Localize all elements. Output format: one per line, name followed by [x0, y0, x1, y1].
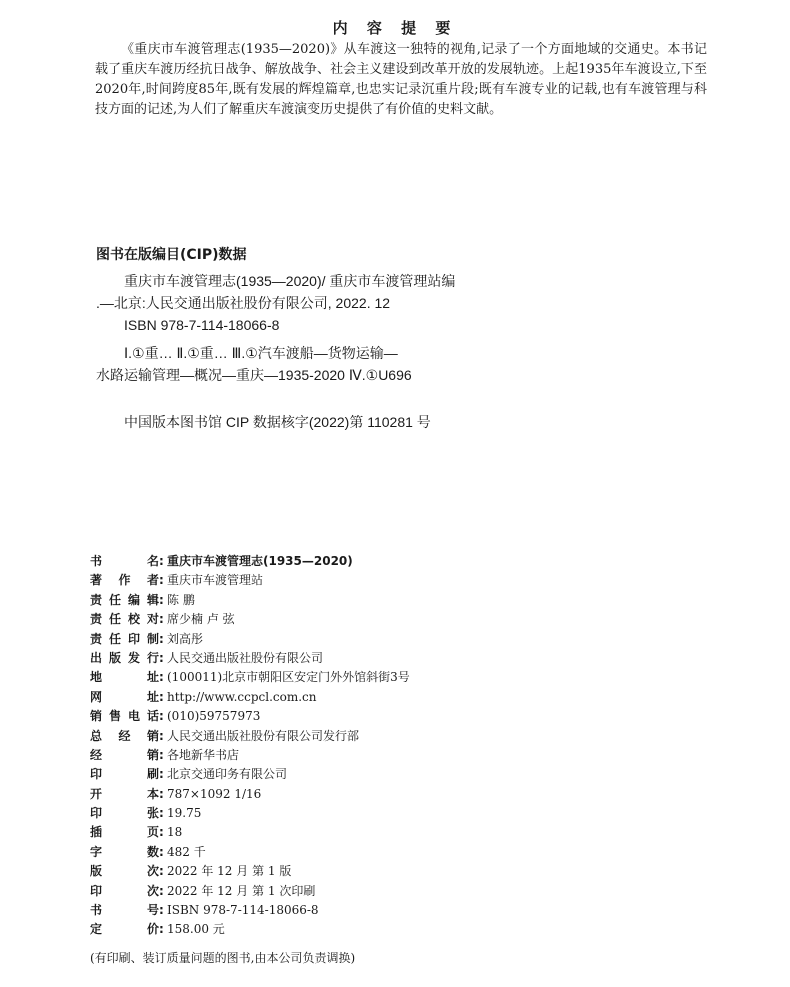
info-colon: : — [159, 767, 164, 782]
info-row — [90, 823, 590, 842]
info-label: 印次 — [90, 883, 159, 898]
info-row — [90, 610, 590, 629]
info-value: (010)59757973 — [167, 709, 261, 724]
cip-line: Ⅰ.①重… Ⅱ.①重… Ⅲ.①汽车渡船—货物运输— — [124, 345, 398, 361]
summary-heading: 内 容 提 要 — [332, 19, 458, 37]
info-label: 书号 — [90, 903, 159, 918]
info-label: 开本 — [90, 786, 159, 801]
info-row — [90, 785, 590, 804]
info-colon: : — [159, 883, 164, 898]
info-value: 重庆市车渡管理志(1935—2020) — [167, 554, 353, 568]
info-colon: : — [159, 903, 164, 918]
info-label: 出版发行 — [90, 650, 159, 665]
info-value: 人民交通出版社股份有限公司 — [167, 650, 324, 665]
info-colon: : — [159, 612, 164, 627]
info-label: 责任印制 — [90, 631, 159, 646]
info-label: 印刷 — [90, 767, 159, 782]
info-label: 责任编辑 — [90, 592, 159, 607]
info-value: 各地新华书店 — [167, 747, 240, 762]
info-label: 经销 — [90, 747, 159, 762]
cip-classification — [96, 342, 556, 386]
info-colon: : — [159, 786, 164, 801]
info-row — [90, 591, 590, 610]
info-row — [90, 765, 590, 784]
info-value: 2022 年 12 月 第 1 版 — [167, 864, 292, 879]
cip-line: 中国版本图书馆 CIP 数据核字(2022)第 110281 号 — [124, 414, 431, 430]
info-value: 刘高彤 — [167, 631, 204, 646]
info-colon: : — [159, 631, 164, 646]
info-row — [90, 920, 590, 939]
info-label: 网址 — [90, 689, 159, 704]
info-colon: : — [159, 650, 164, 665]
cip-line: 重庆市车渡管理志(1935—2020)/ 重庆市车渡管理站编 — [124, 273, 456, 289]
info-colon: : — [159, 864, 164, 879]
info-value: 18 — [167, 825, 183, 840]
cip-record-number — [96, 411, 556, 433]
info-label: 插页 — [90, 825, 159, 840]
info-colon: : — [159, 709, 164, 724]
info-label: 书名 — [90, 554, 159, 568]
info-value: ISBN 978-7-114-18066-8 — [167, 903, 319, 918]
info-label: 总经销 — [90, 728, 159, 743]
info-row — [90, 901, 590, 920]
info-value: (100011)北京市朝阳区安定门外外馆斜街3号 — [167, 670, 410, 685]
info-value: 陈 鹏 — [167, 592, 195, 607]
info-colon: : — [159, 573, 164, 588]
info-value: 人民交通出版社股份有限公司发行部 — [167, 728, 360, 743]
info-row — [90, 727, 590, 746]
summary-paragraph: 《重庆市车渡管理志(1935—2020)》从车渡这一独特的视角,记录了一个方面地域的交通史。本书记载了重庆车渡历经抗日战争、解放战争、社会主义建设到改革开放的发展轨迹。上起1935年车渡设立,下至2020年,时间跨度85年,既有发展的辉煌篇章,也忠实记录沉重片段;既有车渡专业的记载,也有车渡管理与科技方面的记述,为人们了解重庆车渡演变历史提供了有价值的史料文献。 — [95, 42, 707, 117]
info-colon: : — [159, 806, 164, 821]
cip-bibliographic-entry — [96, 270, 556, 336]
info-label: 销售电话 — [90, 709, 159, 724]
info-colon: : — [159, 592, 164, 607]
info-label: 责任校对 — [90, 612, 159, 627]
info-value: 重庆市车渡管理站 — [167, 573, 264, 588]
info-colon: : — [159, 670, 164, 685]
info-value: 北京交通印务有限公司 — [167, 767, 288, 782]
info-value: 482 千 — [167, 844, 206, 859]
cip-line: 水路运输管理—概况—重庆—1935-2020 Ⅳ.①U696 — [96, 367, 412, 383]
info-colon: : — [159, 844, 164, 859]
info-row — [90, 707, 590, 726]
info-colon: : — [159, 689, 164, 704]
info-row — [90, 630, 590, 649]
info-label: 著作者 — [90, 573, 159, 588]
info-colon: : — [159, 747, 164, 762]
info-label: 地址 — [90, 670, 159, 685]
info-row — [90, 649, 590, 668]
info-label: 定价 — [90, 922, 159, 937]
cip-line: ISBN 978-7-114-18066-8 — [124, 317, 280, 333]
info-row — [90, 804, 590, 823]
info-label: 版次 — [90, 864, 159, 879]
publication-info-list — [90, 552, 590, 940]
info-value: http://www.ccpcl.com.cn — [167, 689, 317, 704]
info-value: 787×1092 1/16 — [167, 786, 262, 801]
cip-title: 图书在版编目(CIP)数据 — [96, 247, 247, 263]
info-colon: : — [159, 825, 164, 840]
info-row — [90, 571, 590, 590]
info-label: 字数 — [90, 844, 159, 859]
info-value: 席少楠 卢 弦 — [167, 612, 235, 627]
info-row — [90, 882, 590, 901]
quality-notice: (有印刷、装订质量问题的图书,由本公司负责调换) — [90, 951, 356, 965]
info-value: 158.00 元 — [167, 922, 225, 937]
info-row — [90, 668, 590, 687]
info-colon: : — [159, 554, 164, 568]
info-colon: : — [159, 922, 164, 937]
info-row — [90, 862, 590, 881]
info-colon: : — [159, 728, 164, 743]
info-row — [90, 552, 590, 571]
info-row — [90, 746, 590, 765]
cip-line: .—北京:人民交通出版社股份有限公司, 2022. 12 — [96, 295, 391, 311]
info-row — [90, 843, 590, 862]
info-value: 2022 年 12 月 第 1 次印刷 — [167, 883, 316, 898]
info-value: 19.75 — [167, 806, 202, 821]
info-label: 印张 — [90, 806, 159, 821]
info-row — [90, 688, 590, 707]
